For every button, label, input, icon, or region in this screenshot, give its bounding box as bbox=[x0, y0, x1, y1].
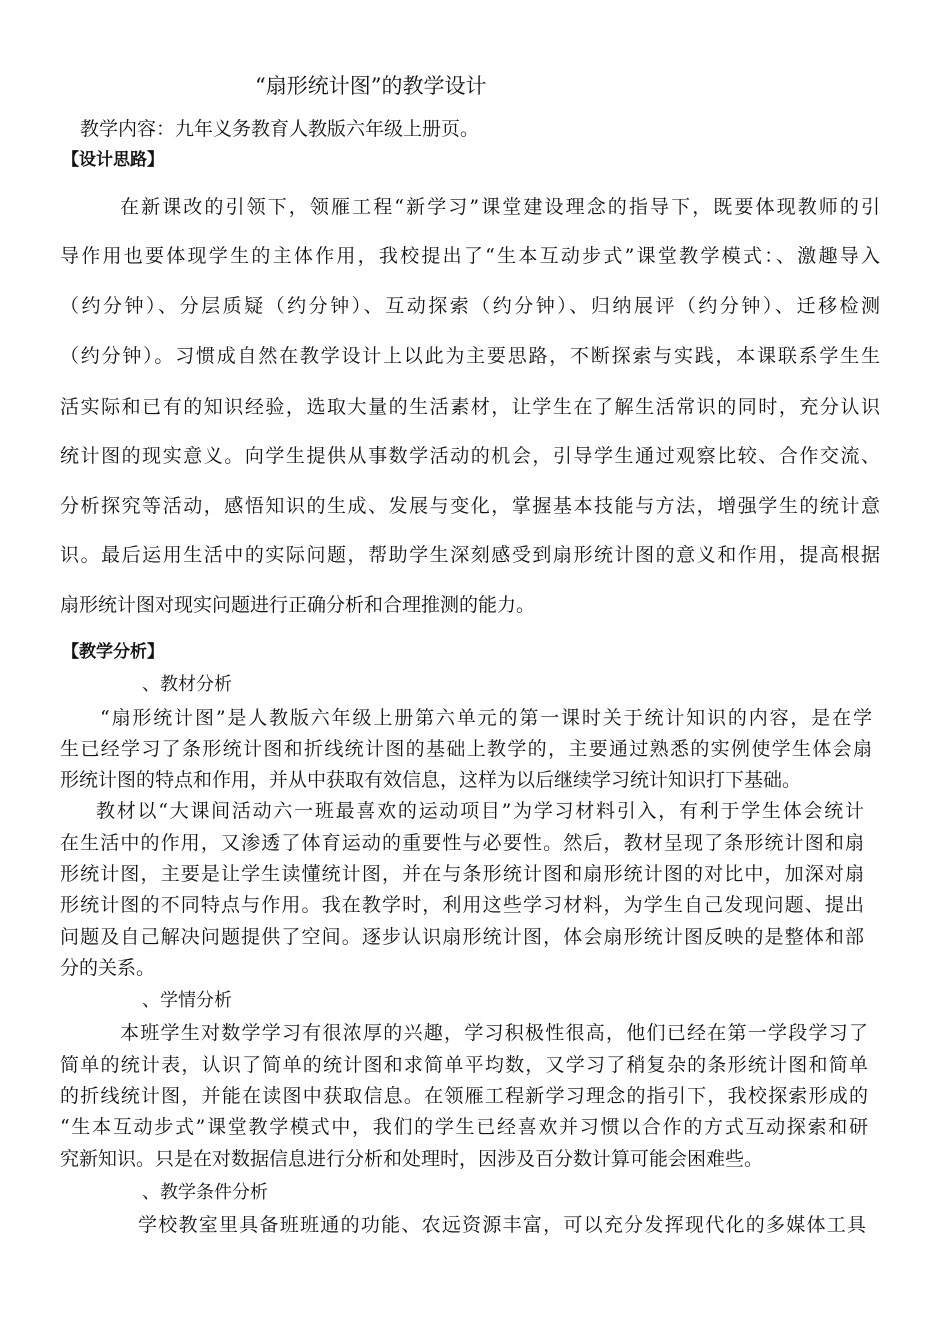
teaching-content-line: 教学内容：九年义务教育人教版六年级上册页。 bbox=[80, 118, 480, 140]
document-title: “扇形统计图”的教学设计 bbox=[255, 74, 487, 98]
textbook-analysis-line-9: 分的关系。 bbox=[60, 957, 156, 979]
textbook-analysis-line-2: 生已经学习了条形统计图和折线统计图的基础上教学的，主要通过熟悉的实例使学生体会扇 bbox=[60, 738, 872, 760]
subheading-textbook-analysis: 、教材分析 bbox=[142, 674, 232, 695]
design-idea-line-2: 导作用也要体现学生的主体作用，我校提出了“生本互动步式”课堂教学模式：、激趣导入 bbox=[60, 245, 880, 267]
design-idea-line-5: 活实际和已有的知识经验，选取大量的生活素材，让学生在了解生活常识的同时，充分认识 bbox=[60, 396, 880, 418]
subheading-conditions-analysis: 、教学条件分析 bbox=[142, 1182, 268, 1203]
textbook-analysis-line-8: 问题及自己解决问题提供了空间。逐步认识扇形统计图，体会扇形统计图反映的是整体和部 bbox=[60, 926, 864, 948]
design-idea-line-3: （约分钟）、分层质疑（约分钟）、互动探索（约分钟）、归纳展评（约分钟）、迁移检测 bbox=[60, 295, 880, 317]
design-idea-line-4: （约分钟）。习惯成自然在教学设计上以此为主要思路，不断探索与实践，本课联系学生生 bbox=[60, 345, 880, 367]
textbook-analysis-line-7: 形统计图的不同特点与作用。我在教学时，利用这些学习材料，为学生自己发现问题、提出 bbox=[60, 894, 864, 916]
textbook-analysis-line-4: 教材以“大课间活动六一班最喜欢的运动项目”为学习材料引入，有利于学生体会统计 bbox=[96, 800, 864, 822]
section-heading-design-idea: 【设计思路】 bbox=[62, 150, 164, 170]
design-idea-line-7: 分析探究等活动，感悟知识的生成、发展与变化，掌握基本技能与方法，增强学生的统计意 bbox=[60, 495, 880, 517]
design-idea-line-9: 扇形统计图对现实问题进行正确分析和合理推测的能力。 bbox=[60, 594, 536, 616]
learner-analysis-line-5: 究新知识。只是在对数据信息进行分析和处理时，因涉及百分数计算可能会困难些。 bbox=[60, 1148, 764, 1170]
conditions-analysis-line-1: 学校教室里具备班班通的功能、农远资源丰富，可以充分发挥现代化的多媒体工具 bbox=[138, 1214, 866, 1236]
design-idea-line-1: 在新课改的引领下，领雁工程“新学习”课堂建设理念的指导下，既要体现教师的引 bbox=[120, 196, 880, 218]
learner-analysis-line-3: 的折线统计图，并能在读图中获取信息。在领雁工程新学习理念的指引下，我校探索形成的 bbox=[60, 1085, 868, 1107]
textbook-analysis-line-5: 在生活中的作用，又渗透了体育运动的重要性与必要性。然后，教材呈现了条形统计图和扇 bbox=[60, 832, 864, 854]
design-idea-line-6: 统计图的现实意义。向学生提供从事数学活动的机会，引导学生通过观察比较、合作交流、 bbox=[60, 445, 880, 467]
design-idea-line-8: 识。最后运用生活中的实际问题，帮助学生深刻感受到扇形统计图的意义和作用，提高根据 bbox=[60, 544, 880, 566]
textbook-analysis-line-1: “扇形统计图”是人教版六年级上册第六单元的第一课时关于统计知识的内容，是在学 bbox=[100, 707, 872, 729]
textbook-analysis-line-6: 形统计图，主要是让学生读懂统计图，并在与条形统计图和扇形统计图的对比中，加深对扇 bbox=[60, 863, 864, 885]
textbook-analysis-line-3: 形统计图的特点和作用，并从中获取有效信息，这样为以后继续学习统计知识打下基础。 bbox=[60, 769, 802, 791]
learner-analysis-line-2: 简单的统计表，认识了简单的统计图和求简单平均数，又学习了稍复杂的条形统计图和简单 bbox=[60, 1054, 868, 1076]
section-heading-teaching-analysis: 【教学分析】 bbox=[62, 642, 164, 662]
learner-analysis-line-1: 本班学生对数学学习有很浓厚的兴趣，学习积极性很高，他们已经在第一学段学习了 bbox=[120, 1022, 868, 1044]
learner-analysis-line-4: “生本互动步式”课堂教学模式中，我们的学生已经喜欢并习惯以合作的方式互动探索和研 bbox=[60, 1116, 868, 1138]
subheading-learner-analysis: 、学情分析 bbox=[142, 990, 232, 1011]
